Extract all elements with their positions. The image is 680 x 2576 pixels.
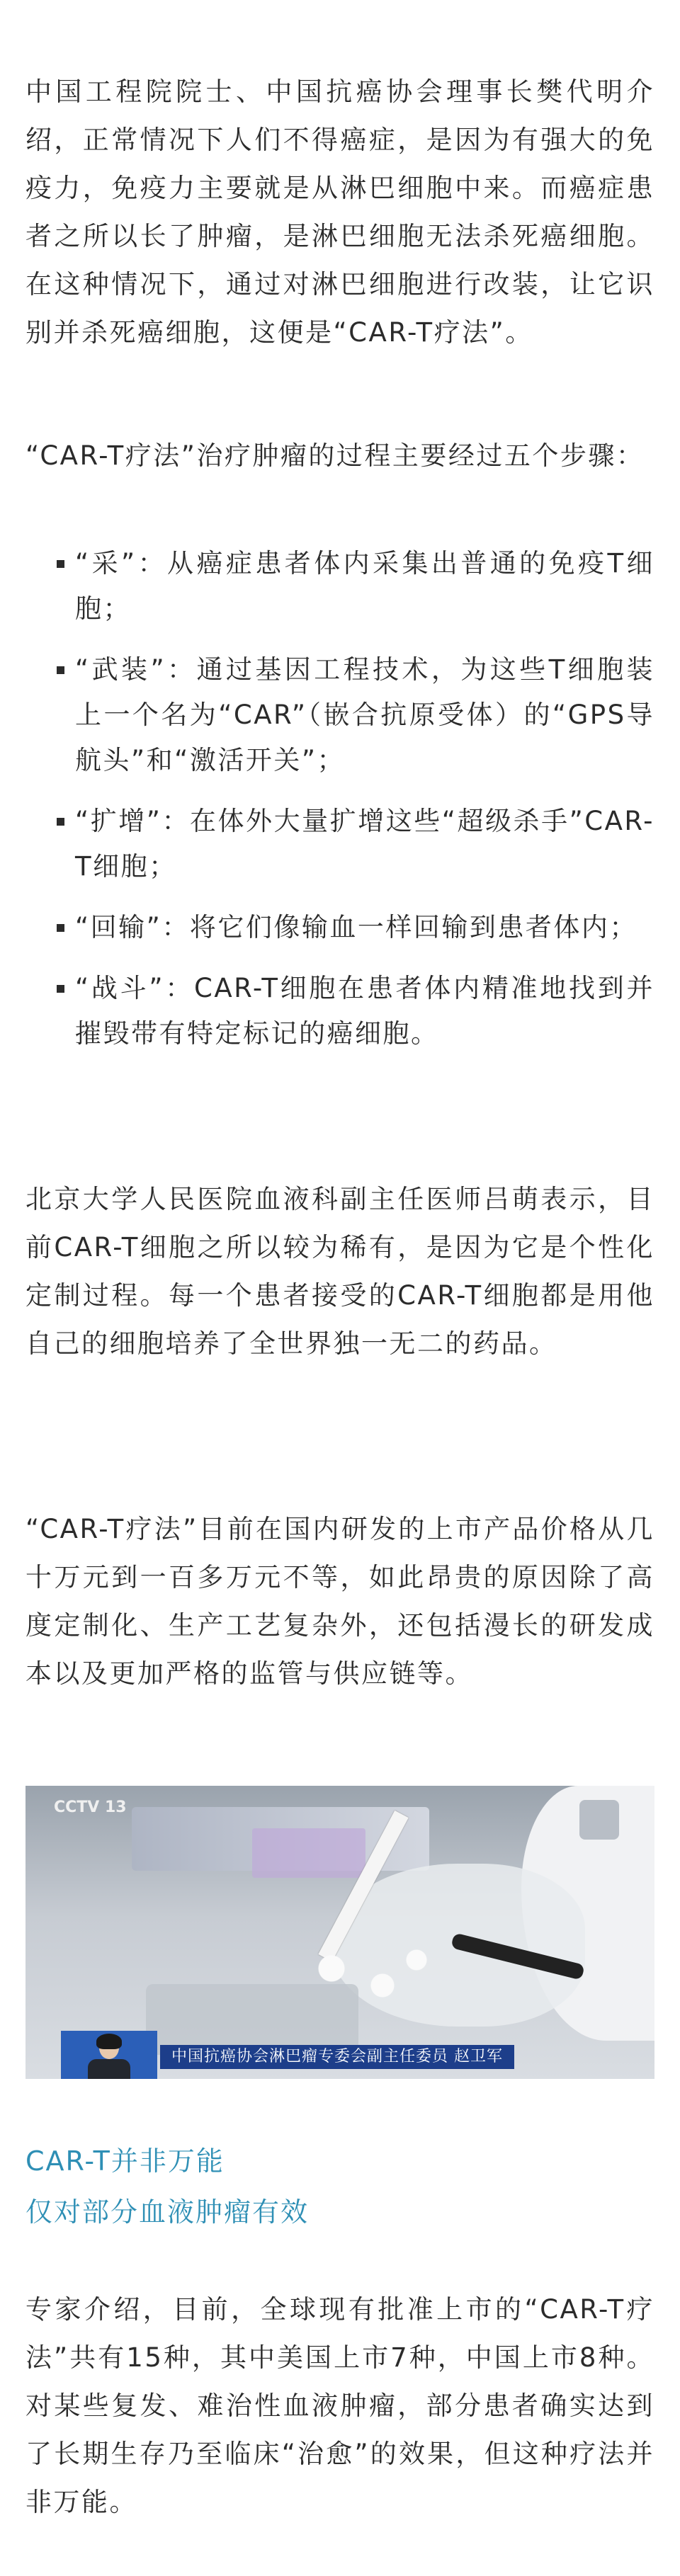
broadcast-logo-icon [579, 1800, 619, 1840]
steps-list [26, 541, 654, 1072]
list-item [26, 905, 654, 950]
list-item [26, 541, 654, 632]
bullet-icon [57, 666, 64, 674]
lab-box [252, 1828, 366, 1878]
section-heading-line1: CAR-T并非万能 [26, 2145, 225, 2177]
sample-plate [146, 1984, 358, 2055]
anchor-body [88, 2059, 130, 2079]
paragraph-steps-intro: “CAR-T疗法”治疗肿瘤的过程主要经过五个步骤： [26, 440, 645, 471]
paragraph-rarity: 北京大学人民医院血液科副主任医师吕萌表示，目前CAR-T细胞之所以较为稀有，是因为它是个性化定制过程。每一个患者接受的CAR-T细胞都是用他自己的细胞培养了全世界独一无二的药品。 [26, 1184, 654, 1359]
step-text: “回输”：将它们像输血一样回输到患者体内； [75, 912, 638, 942]
bullet-icon [57, 818, 64, 826]
anchor-hair [96, 2034, 122, 2049]
bullet-icon [57, 924, 64, 932]
step-text: “采”：从癌症患者体内采集出普通的免疫T细胞； [75, 548, 654, 624]
paragraph-intro: 中国工程院院士、中国抗癌协会理事长樊代明介绍，正常情况下人们不得癌症，是因为有强大的免疫力，免疫力主要就是从淋巴细胞中来。而癌症患者之所以长了肿瘤，是淋巴细胞无法杀死癌细胞。在这种情况下，通过对淋巴细胞进行改装，让它识别并杀死癌细胞，这便是“CAR-T疗法”。 [26, 76, 654, 348]
bullet-icon [57, 985, 64, 993]
caption-bar: 中国抗癌协会淋巴瘤专委会副主任委员 赵卫军 [160, 2045, 514, 2069]
section-heading-line2: 仅对部分血液肿瘤有效 [26, 2196, 310, 2228]
news-anchor-inset [61, 2031, 157, 2079]
paragraph-expert: 专家介绍，目前，全球现有批准上市的“CAR-T疗法”共有15种，其中美国上市7种，中国上市8种。对某些复发、难治性血液肿瘤，部分患者确实达到了长期生存乃至临床“治愈”的效果，但这种疗法并非万能。 [26, 2294, 654, 2517]
list-item [26, 966, 654, 1056]
step-text: “武装”：通过基因工程技术，为这些T细胞装上一个名为“CAR”（嵌合抗原受体）的“GPS导航头”和“激活开关”； [75, 654, 654, 775]
list-item [26, 799, 654, 889]
step-text: “扩增”：在体外大量扩增这些“超级杀手”CAR-T细胞； [75, 806, 654, 882]
channel-logo: CCTV 13 [54, 1799, 127, 1816]
list-item [26, 647, 654, 783]
step-text: “战斗”：CAR-T细胞在患者体内精准地找到并摧毁带有特定标记的癌细胞。 [75, 973, 654, 1049]
bullet-icon [57, 560, 64, 568]
paragraph-price: “CAR-T疗法”目前在国内研发的上市产品价格从几十万元到一百多万元不等，如此昂贵的原因除了高度定制化、生产工艺复杂外，还包括漫长的研发成本以及更加严格的监管与供应链等。 [26, 1514, 654, 1689]
news-video-still [26, 1786, 654, 2079]
